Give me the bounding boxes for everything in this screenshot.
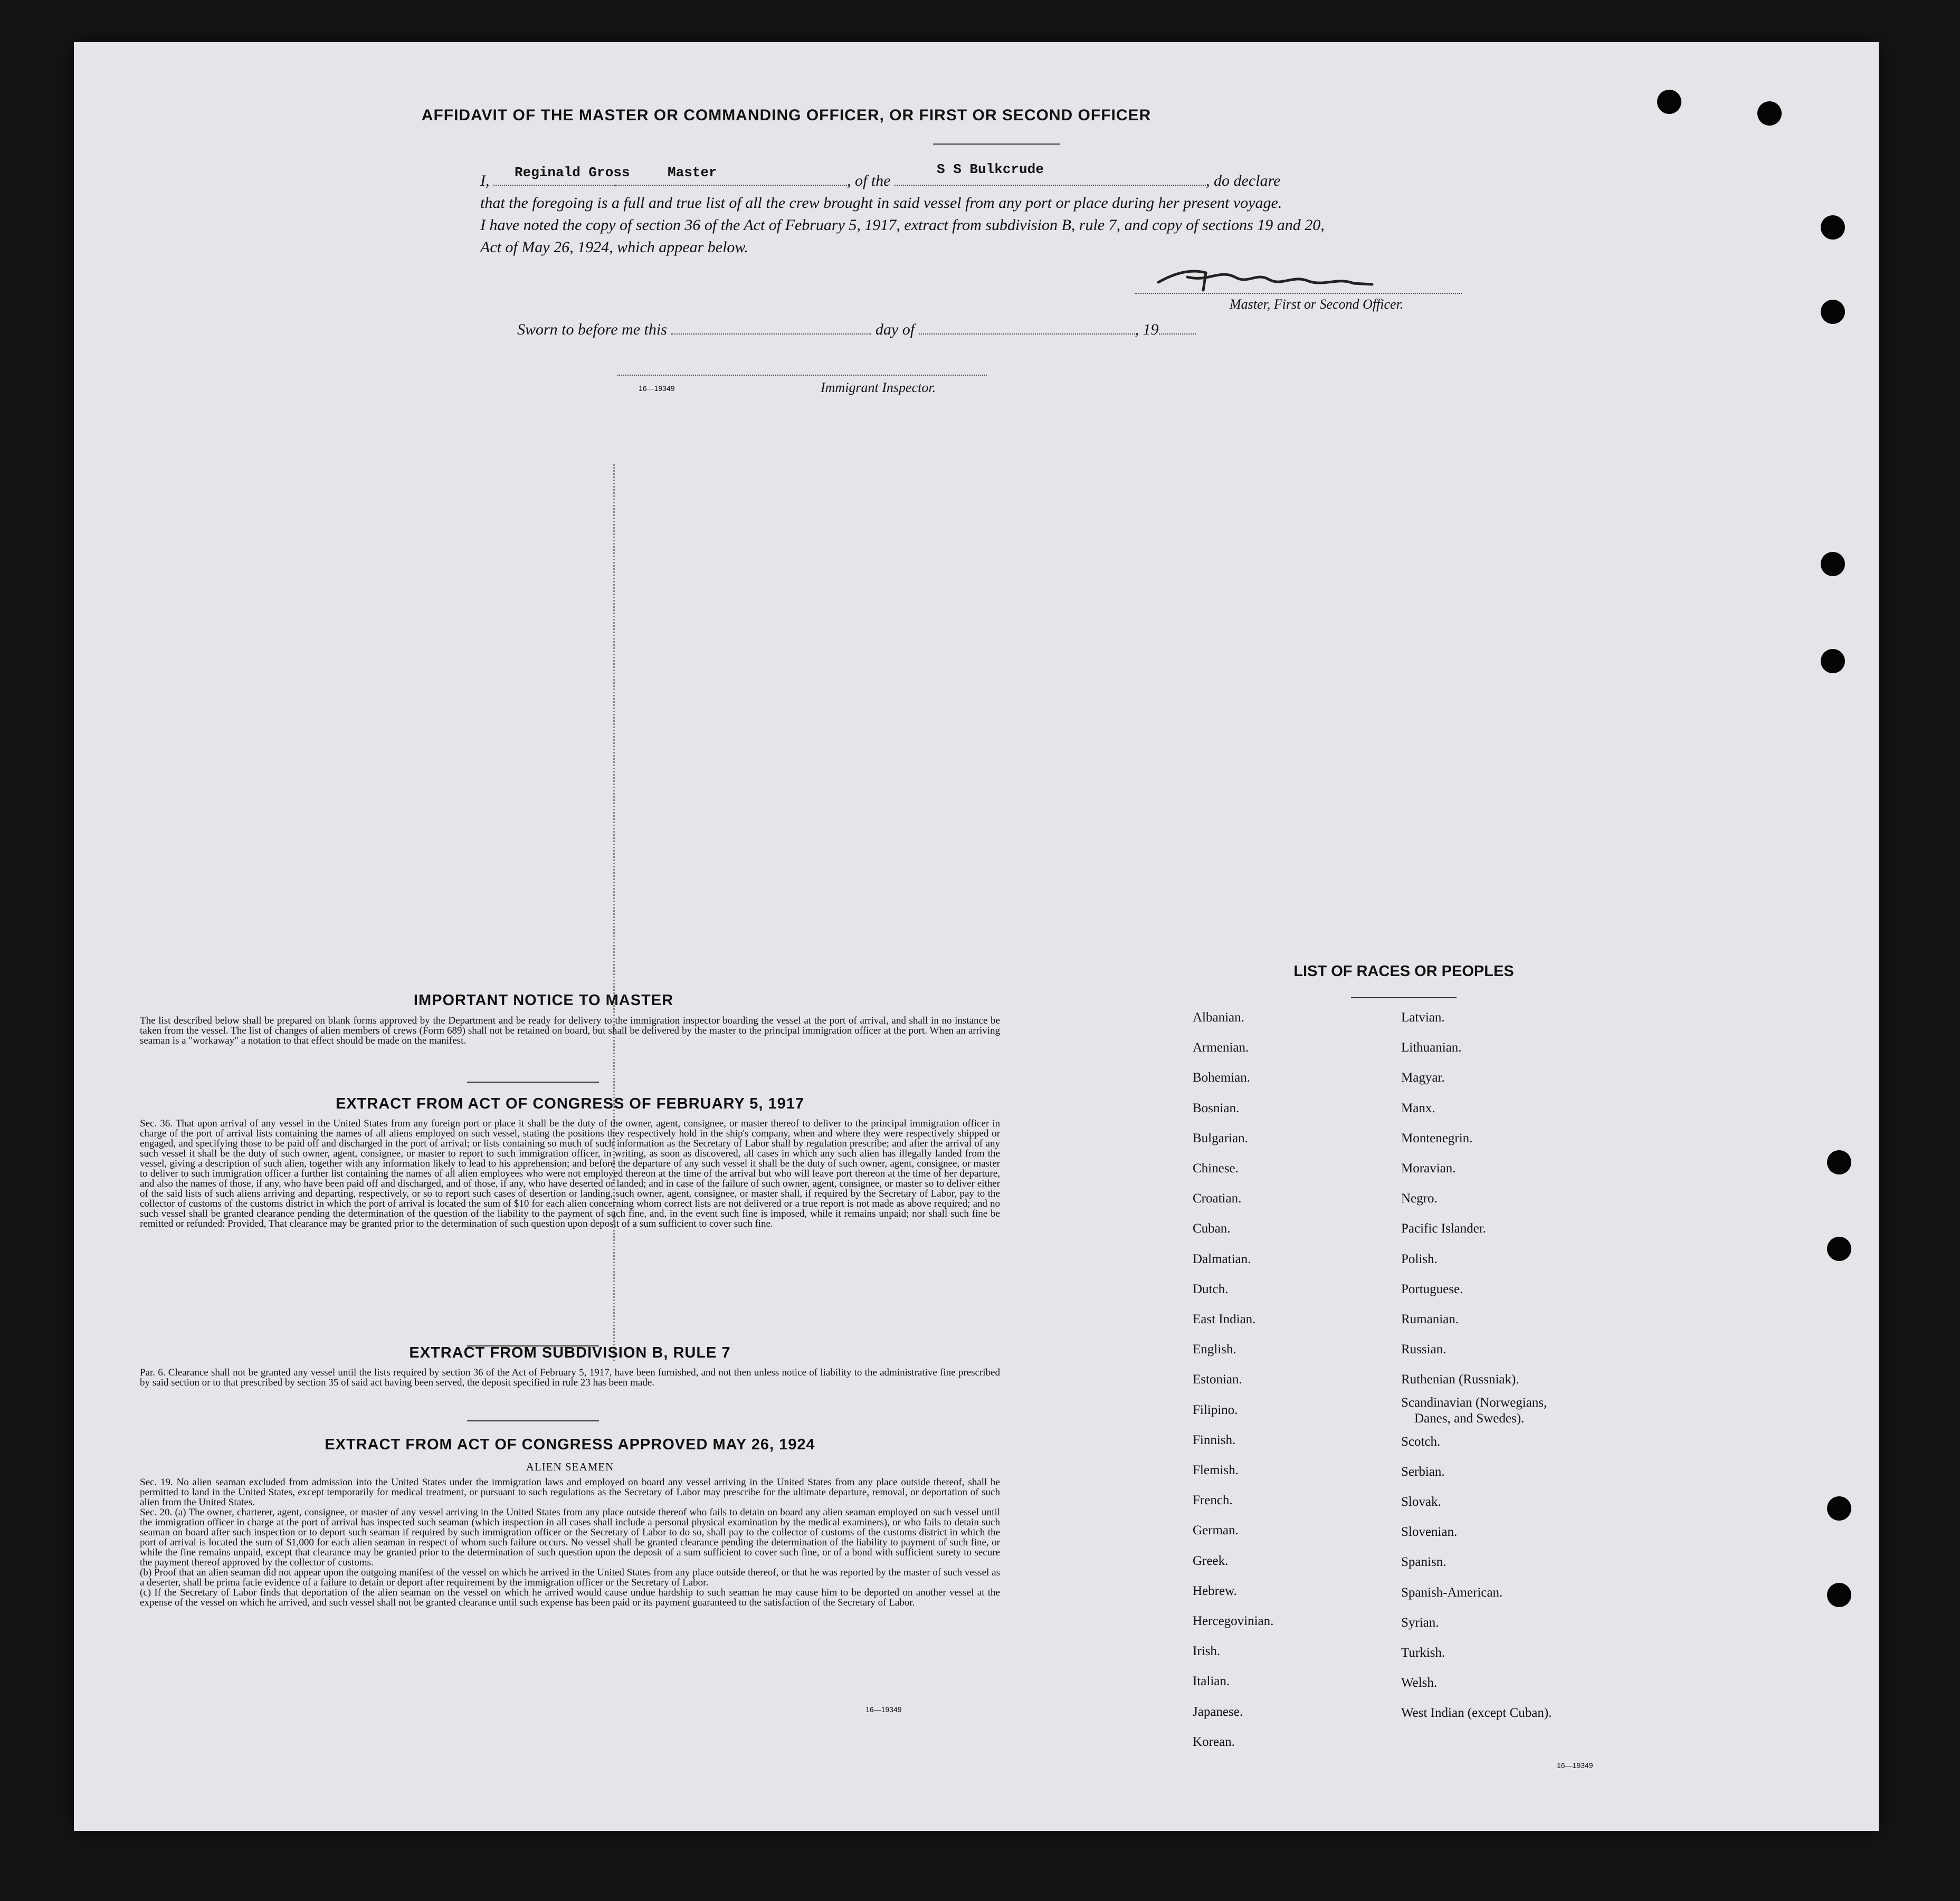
section-20a: Sec. 20. (a) The owner, charterer, agent, consignee, or master of any vessel arriving in the United States from any place outside thereof who fails to detain on board any alien seaman employed on such vessel until the immigration officer in charge at the port of arrival has inspected such seaman (which inspection in all cases shall include a personal physical examination by the medical examiners), or who fails to detain such seaman on board after such inspection or to deport such seaman if required by such immigration officer or the Secretary of Labor to do so, shall pay to the collector of customs of the customs district in which the port of arrival is located the sum of $1,000 for each alien seaman in respect of whom such failure occurs. No vessel shall be granted clearance pending the determination of the liability to payment of such fine, or while the fine remains unpaid, except that clearance may be granted prior to the determination of such question upon the deposit of a sum sufficient to cover such fine, or of a bond with sufficient surety to secure the payment thereof approved by the collector of customs. [140,1507,1000,1568]
sworn-day-field [671,322,871,335]
affidavit-line-2: that the foregoing is a full and true list of all the crew brought in said vessel from any port or place during her present voyage. [480,194,1282,212]
race-item: Pacific Islander. [1401,1221,1487,1236]
race-item: Moravian. [1401,1161,1456,1176]
races-left-column [1193,1002,1372,1757]
affidavit-paragraph [480,161,1351,259]
race-item: Latvian. [1401,1010,1445,1025]
do-declare-label: , do declare [1206,172,1281,189]
race-item: Turkish. [1401,1646,1445,1660]
race-item: Dutch. [1193,1282,1229,1296]
day-of-label: day of [875,321,915,338]
race-item: Greek. [1193,1553,1229,1568]
punch-hole [1827,1237,1851,1261]
race-item: Hercegovinian. [1193,1614,1274,1629]
extract-1924-title: EXTRACT FROM ACT OF CONGRESS APPROVED MAY 26, 1924 [325,1436,815,1453]
year-prefix: , 19 [1135,321,1159,338]
race-item: Slovenian. [1401,1525,1458,1540]
race-item: Scandinavian (Norwegians, Danes, and Swedes). [1401,1395,1547,1426]
form-number-top: 16—19349 [639,384,675,393]
race-item: Hebrew. [1193,1583,1237,1598]
sworn-month-field [919,322,1135,335]
race-item: Russian. [1401,1342,1447,1357]
race-item: Magyar. [1401,1071,1445,1085]
document-page [74,42,1879,1831]
race-item: West Indian (except Cuban). [1401,1706,1552,1721]
form-number-bottom-left: 16—19349 [865,1705,902,1714]
race-item: French. [1193,1493,1233,1508]
section-20c: (c) If the Secretary of Labor finds that deportation of the alien seaman on the vessel on which he arrived would cause undue hardship to such seaman he may cause him to be deported on another vessel at the expense of the vessel on which he arrived, and such vessel shall not be granted clearance until such expense has been paid or its payment guaranteed to the satisfaction of the Secretary of Labor. [140,1587,1000,1608]
race-item: Armenian. [1193,1040,1249,1055]
race-item: Bulgarian. [1193,1131,1248,1145]
form-number-bottom-right: 16—19349 [1557,1761,1593,1770]
races-right-column [1401,1002,1665,1728]
title-rule [933,144,1060,145]
punch-hole [1821,649,1845,673]
inspector-label: Immigrant Inspector. [821,380,936,395]
race-item: Welsh. [1401,1676,1438,1690]
extract-rule7-body: Par. 6. Clearance shall not be granted any vessel until the lists required by section 36 of the Act of February 5, 1917, have been furnished, and not then unless notice of liability to the administrative fine prescribed by said section or to that prescribed by section 35 of said act having been served, the deposit specified in rule 23 has been made. [140,1367,1000,1388]
race-item: Lithuanian. [1401,1040,1462,1055]
punch-hole [1827,1150,1851,1174]
race-item: Flemish. [1193,1463,1239,1478]
punch-hole [1821,215,1845,240]
sworn-line [517,321,1196,339]
race-item: Scotch. [1401,1434,1441,1449]
sworn-prefix: Sworn to before me this [517,321,667,338]
rank-field [615,165,847,186]
race-item: Japanese. [1193,1704,1243,1719]
section-19: Sec. 19. No alien seaman excluded from admission into the United States under the immigration laws and employed on board any vessel arriving in the United States from any place outside thereof, shall be permitted to land in the United States, except temporarily for medical treatment, or pursuant to such regulations as the Secretary of Labor may prescribe for the ultimate departure, removal, or deportation of such alien from the United States. [140,1477,1000,1508]
race-item: Ruthenian (Russniak). [1401,1372,1519,1387]
race-item: Portuguese. [1401,1282,1463,1296]
punch-hole [1657,90,1681,114]
race-item: Spanish-American. [1401,1585,1503,1600]
crew-master-name: Reginald Gross [515,165,630,180]
punch-hole [1827,1496,1851,1521]
races-rule [1351,997,1457,998]
race-item: Albanian. [1193,1010,1244,1025]
race-item: Spanisn. [1401,1555,1447,1570]
notice-rule [467,1082,599,1083]
section-20b: (b) Proof that an alien seaman did not appear upon the outgoing manifest of the vessel on which he arrived in the United States from any place outside thereof, or that he was reported by the master of such vessel as a deserter, shall be prima facie evidence of a failure to detain or deport after requirement by the immigration officer or the Secretary of Labor. [140,1567,1000,1588]
vessel-name: S S Bulkcrude [937,161,1044,177]
race-item: Rumanian. [1401,1312,1459,1327]
extract-rule7-rule [467,1420,599,1421]
vessel-field [895,161,1206,186]
important-notice-title: IMPORTANT NOTICE TO MASTER [413,992,674,1009]
races-title: LIST OF RACES OR PEOPLES [1293,963,1514,980]
race-item: Slovak. [1401,1495,1441,1510]
race-item: Irish. [1193,1644,1221,1659]
name-field [493,165,630,186]
inspector-signature-line [617,375,987,376]
race-item: Montenegrin. [1401,1131,1473,1145]
race-item: East Indian. [1193,1312,1256,1327]
extract-rule7-title: EXTRACT FROM SUBDIVISION B, RULE 7 [409,1344,731,1361]
race-item: Serbian. [1401,1464,1445,1479]
extract-1917-body: Sec. 36. That upon arrival of any vessel in the United States from any foreign port or place it shall be the duty of the owner, agent, consignee, or master thereof to deliver to the principal immigration officer in charge of the port of arrival lists containing the names of all aliens employed on such vessel, stating the positions they respectively hold in the ship's company, when and where they were respectively shipped or engaged, and specifying those to be paid off and discharged in the port of arrival; or lists containing so much of such information as the Secretary of Labor shall by regulation prescribe; and after the arrival of any such vessel it shall be the duty of such owner, agent, consignee, or master to report to such immigration officer, in writing, as soon as discovered, all cases in which any such alien has illegally landed from the vessel, giving a description of such alien, together with any information likely to lead to his apprehension; and before the departure of any such vessel it shall be the duty of such owner, agent, consignee, or master to deliver to such immigration officer a further list containing the names of all alien employees who were not employed thereon at the time of the arrival but who will leave port thereon at the time of her departure, and also the names of those, if any, who have been paid off and discharged, and of those, if any, who have deserted or landed; and in case of the failure of such owner, agent, consignee, or master so to deliver either of the said lists of such aliens arriving and departing, respectively, or so to report such cases of desertion or landing, such owner, agent, consignee, or master shall, if required by the Secretary of Labor, pay to the collector of customs of the customs district in which the port of arrival is located the sum of $10 for each alien concerning whom correct lists are not delivered or a true report is not made as above required; and no such vessel shall be granted clearance pending the determination of the question of the liability to the payment of such fine, and, in the event such fine is imposed, while it remains unpaid; nor shall such fine be remitted or refunded: Provided, That clearance may be granted prior to the determination of such question upon deposit of a sum sufficient to cover such fine. [140,1118,1000,1229]
important-notice-body: The list described below shall be prepared on blank forms approved by the Department and be ready for delivery to the immigration inspector boarding the vessel at the port of arrival, and shall in no instance be taken from the vessel. The list of changes of alien members of crews (Form 689) shall not be retained on board, but shall be delivered by the master to the principal immigration officer at the port. When an arriving seaman is a "workaway" a notation to that effect should be made on the manifest. [140,1015,1000,1046]
punch-hole [1821,552,1845,576]
race-item: Finnish. [1193,1432,1236,1447]
punch-hole [1757,101,1782,126]
race-item: Filipino. [1193,1402,1238,1417]
race-item: German. [1193,1523,1239,1538]
race-item: Manx. [1401,1101,1435,1115]
signature-line [1135,293,1462,294]
race-item: Cuban. [1193,1221,1231,1236]
punch-hole [1827,1583,1851,1607]
race-item: Estonian. [1193,1372,1242,1387]
signature-label: Master, First or Second Officer. [1230,297,1404,312]
race-item: Negro. [1401,1191,1438,1206]
race-item: Croatian. [1193,1191,1242,1206]
race-item: Korean. [1193,1734,1235,1749]
affidavit-line-3: I have noted the copy of section 36 of the Act of February 5, 1917, extract from subdivision B, rule 7, and copy of sections 19 and 20, [480,216,1325,234]
race-item: Chinese. [1193,1161,1239,1176]
race-item: Polish. [1401,1252,1438,1266]
extract-1917-title: EXTRACT FROM ACT OF CONGRESS OF FEBRUARY 5, 1917 [335,1095,805,1112]
punch-hole [1821,300,1845,324]
crew-master-rank: Master [668,165,717,180]
race-item: Syrian. [1401,1615,1439,1630]
race-item: Bohemian. [1193,1071,1251,1085]
affidavit-line-4: Act of May 26, 1924, which appear below. [480,238,748,256]
of-the-label: , of the [847,172,891,189]
extract-1924-body [140,1477,1000,1608]
i-label: I, [480,172,490,189]
race-item: English. [1193,1342,1236,1357]
affidavit-title: AFFIDAVIT OF THE MASTER OR COMMANDING OFFICER, OR FIRST OR SECOND OFFICER [421,107,1152,124]
sworn-year-field [1159,322,1196,335]
race-item: Bosnian. [1193,1101,1240,1115]
alien-seamen-subtitle: ALIEN SEAMEN [526,1460,614,1473]
race-item: Italian. [1193,1674,1230,1689]
race-item: Dalmatian. [1193,1252,1251,1266]
